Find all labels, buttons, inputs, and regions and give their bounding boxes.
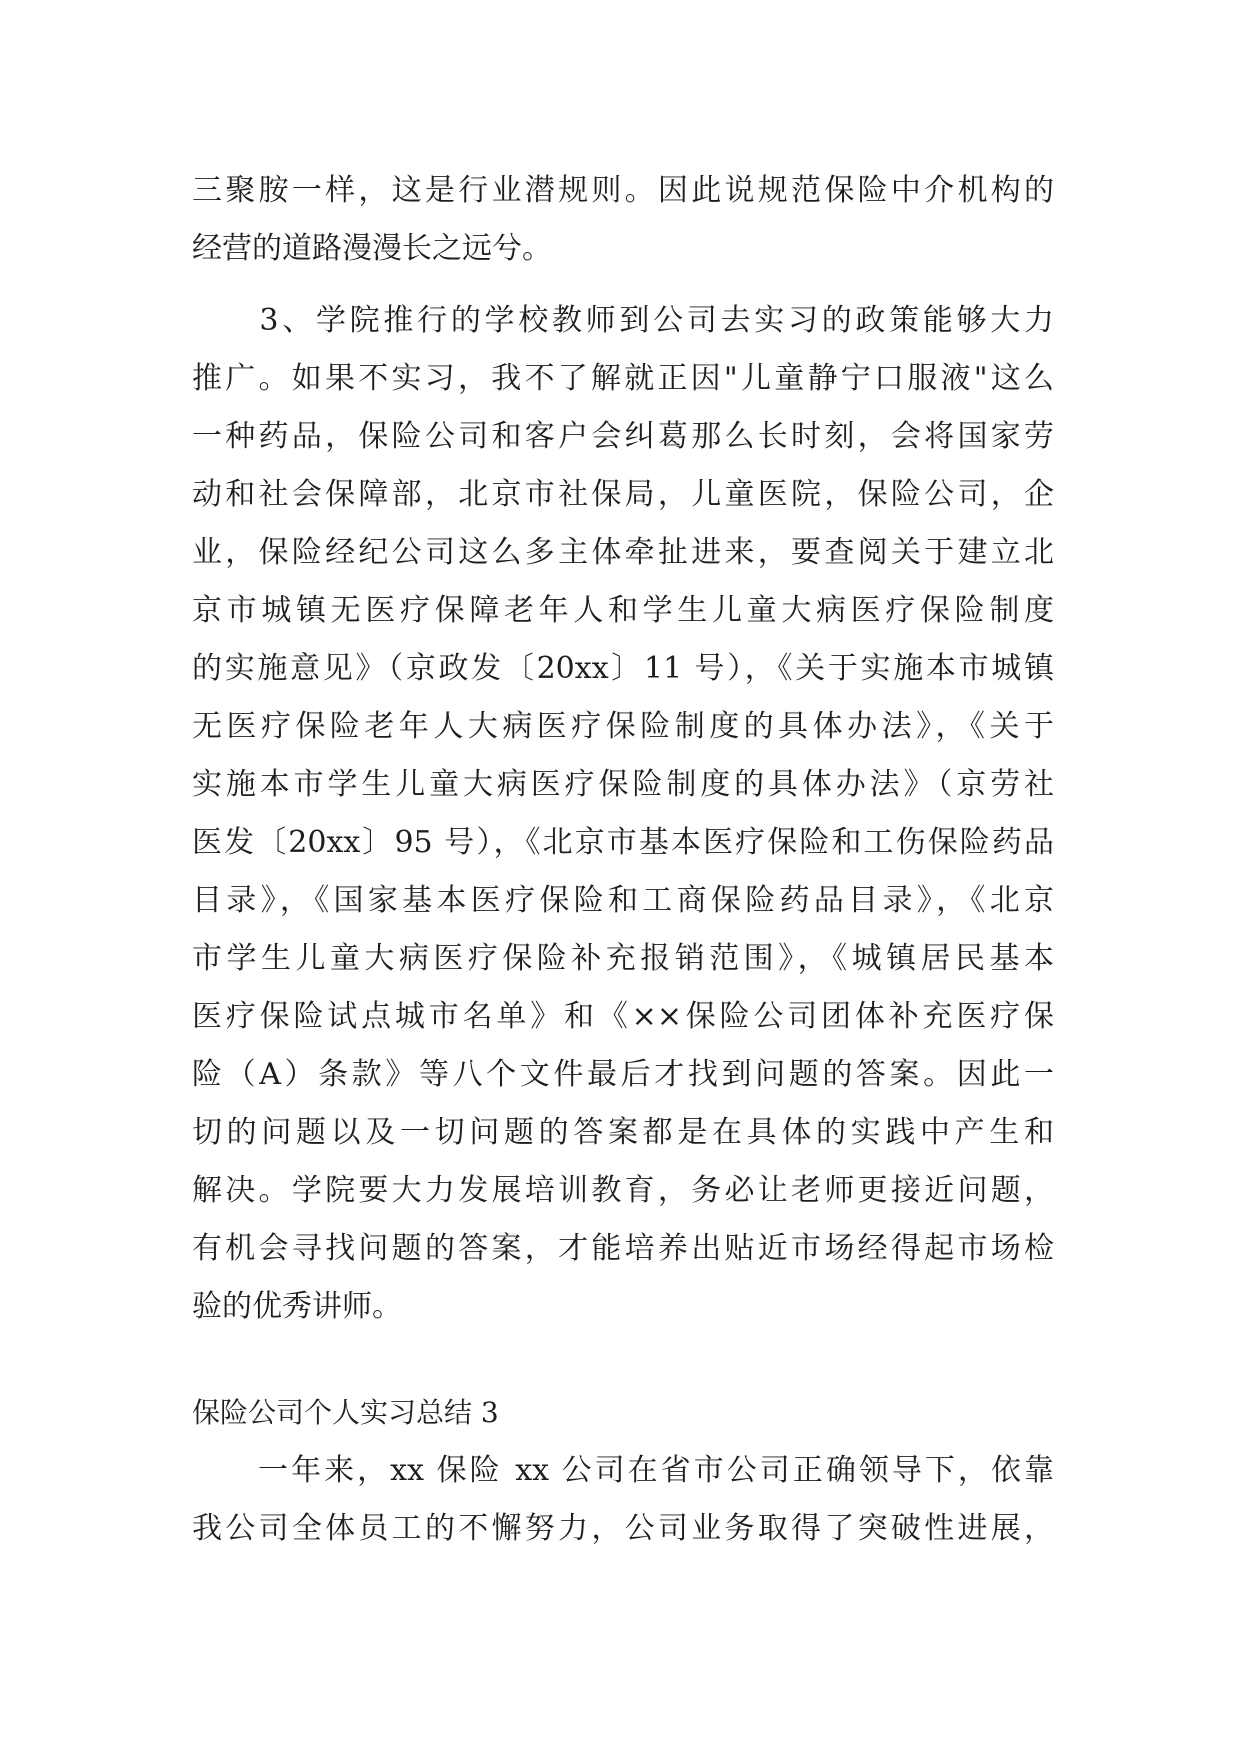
text-line: 验的优秀讲师。 <box>192 1289 402 1324</box>
text-line: 一种药品，保险公司和客户会纠葛那么长时刻，会将国家劳 <box>192 419 1054 454</box>
text-line: 3、学院推行的学校教师到公司去实习的政策能够大力 <box>192 303 1054 338</box>
text-line: 的实施意见》（京政发〔20xx〕11 号），《关于实施本市城镇 <box>192 651 1054 686</box>
text-line: 医发〔20xx〕95 号），《北京市基本医疗保险和工伤保险药品 <box>192 825 1054 860</box>
paragraph-annual-summary <box>192 1442 1054 1558</box>
text-line: 险（A）条款》等八个文件最后才找到问题的答案。因此一 <box>192 1057 1054 1092</box>
text-line: 市学生儿童大病医疗保险补充报销范围》，《城镇居民基本 <box>192 941 1054 976</box>
text-line: 推广。如果不实习，我不了解就正因"儿童静宁口服液"这么 <box>192 361 1054 396</box>
text-line: 三聚胺一样，这是行业潜规则。因此说规范保险中介机构的 <box>192 173 1054 208</box>
text-line: 一年来，xx 保险 xx 公司在省市公司正确领导下，依靠 <box>192 1453 1054 1488</box>
text-line: 业，保险经纪公司这么多主体牵扯进来，要查阅关于建立北 <box>192 535 1054 570</box>
text-line: 解决。学院要大力发展培训教育，务必让老师更接近问题， <box>192 1173 1054 1208</box>
text-line: 目录》，《国家基本医疗保险和工商保险药品目录》，《北京 <box>192 883 1054 918</box>
paragraph-internship-policy <box>192 292 1054 1336</box>
document-body <box>192 162 1054 1558</box>
text-line: 动和社会保障部，北京市社保局，儿童医院，保险公司，企 <box>192 477 1054 512</box>
text-line: 实施本市学生儿童大病医疗保险制度的具体办法》（京劳社 <box>192 767 1054 802</box>
section-heading: 保险公司个人实习总结 3 <box>192 1396 499 1429</box>
text-line: 京市城镇无医疗保障老年人和学生儿童大病医疗保险制度 <box>192 593 1054 628</box>
text-line: 医疗保险试点城市名单》和《××保险公司团体补充医疗保 <box>192 999 1054 1034</box>
text-line: 有机会寻找问题的答案，才能培养出贴近市场经得起市场检 <box>192 1231 1054 1266</box>
text-line: 我公司全体员工的不懈努力，公司业务取得了突破性进展， <box>192 1511 1054 1546</box>
paragraph-continued <box>192 162 1054 278</box>
text-line: 无医疗保险老年人大病医疗保险制度的具体办法》，《关于 <box>192 709 1054 744</box>
text-line: 切的问题以及一切问题的答案都是在具体的实践中产生和 <box>192 1115 1054 1150</box>
text-line: 经营的道路漫漫长之远兮。 <box>192 231 552 266</box>
